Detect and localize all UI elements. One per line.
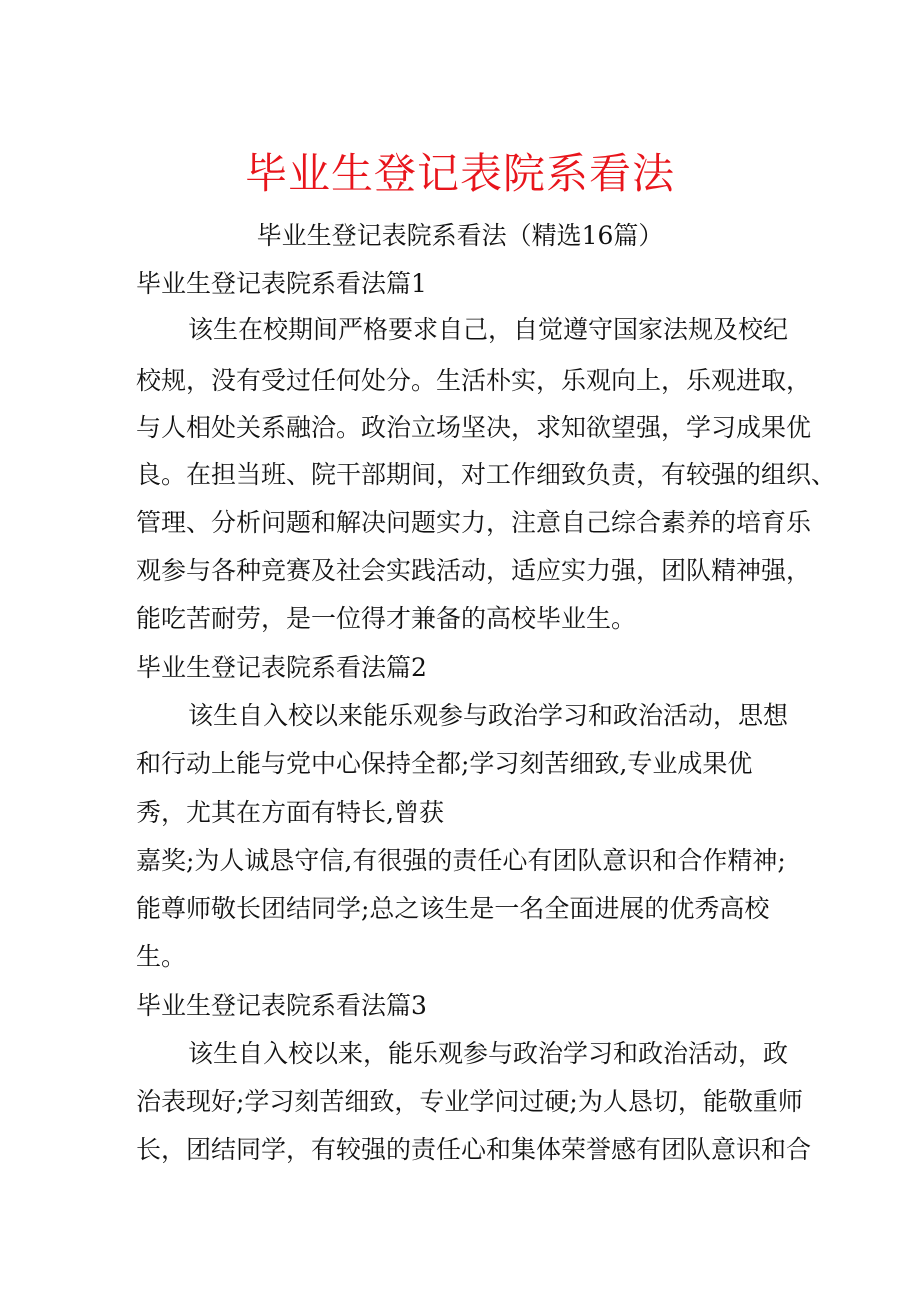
- paragraph-line: 能尊师敬长团结同学;总之该生是一名全面进展的优秀高校: [136, 894, 770, 923]
- section-heading-3: 毕业生登记表院系看法篇3: [136, 991, 427, 1020]
- section-heading-2: 毕业生登记表院系看法篇2: [136, 653, 427, 682]
- paragraph-line: 能吃苦耐劳，是一位得才兼备的高校毕业生。: [136, 604, 637, 633]
- paragraph-line: 和行动上能与党中心保持全都;学习刻苦细致,专业成果优: [136, 749, 753, 778]
- paragraph-line: 治表现好;学习刻苦细致，专业学问过硬;为人恳切，能敬重师: [136, 1087, 803, 1116]
- paragraph-line: 良。在担当班、院干部期间，对工作细致负责，有较强的组织、: [136, 460, 837, 489]
- paragraph-line: 生。: [136, 942, 187, 971]
- paragraph-line: 秀，尤其在方面有特长,曾获: [136, 798, 444, 827]
- document-subtitle: 毕业生登记表院系看法（精选16篇）: [256, 221, 664, 250]
- paragraph-line: 长，团结同学，有较强的责任心和集体荣誉感有团队意识和合: [136, 1135, 812, 1164]
- paragraph-line: 管理、分析问题和解决问题实力，注意自己综合素养的培育乐: [136, 508, 812, 537]
- paragraph-line: 与人相处关系融洽。政治立场坚决，求知欲望强，学习成果优: [136, 413, 812, 442]
- document-title: 毕业生登记表院系看法: [244, 149, 675, 198]
- paragraph-line: 观参与各种竞赛及社会实践活动，适应实力强，团队精神强，: [136, 556, 812, 585]
- paragraph-line: 该生在校期间严格要求自己，自觉遵守国家法规及校纪: [188, 315, 789, 344]
- paragraph-line: 嘉奖;为人诚恳守信,有很强的责任心有团队意识和合作精神;: [136, 846, 786, 875]
- paragraph-line: 校规，没有受过任何处分。生活朴实，乐观向上，乐观进取，: [136, 366, 812, 395]
- paragraph-line: 该生自入校以来，能乐观参与政治学习和政治活动，政: [188, 1039, 789, 1068]
- paragraph-line: 该生自入校以来能乐观参与政治学习和政治活动，思想: [188, 701, 789, 730]
- section-heading-1: 毕业生登记表院系看法篇1: [136, 269, 427, 298]
